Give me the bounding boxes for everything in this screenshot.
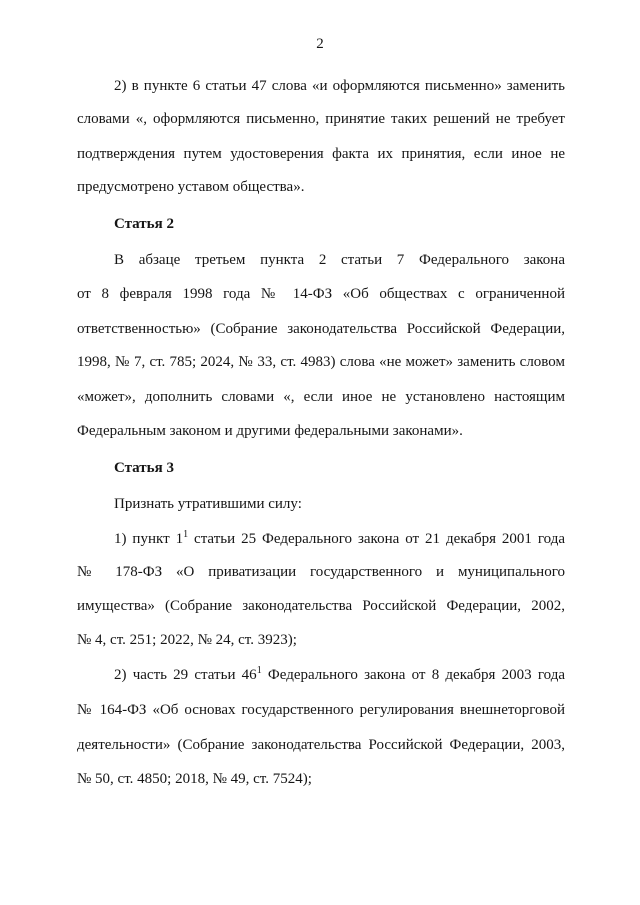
page-number: 2 <box>316 36 324 52</box>
text-line: имущества» (Собрание законодательства Российской Федерации, 2002, <box>77 598 565 614</box>
text-segment: Федерального закона от 8 декабря 2003 года <box>261 667 565 683</box>
text-line: подтверждения путем удостоверения факта их принятия, если иное не <box>77 146 565 162</box>
text-line: В абзаце третьем пункта 2 статьи 7 Федерального закона <box>114 252 565 268</box>
article-3-heading: Статья 3 <box>114 460 174 476</box>
article-3-intro: Признать утратившими силу: <box>114 496 302 512</box>
text-line: Федеральным законом и другими федеральными законами». <box>77 423 463 439</box>
superscript: 1 <box>256 665 262 676</box>
text-line: № 4, ст. 251; 2022, № 24, ст. 3923); <box>77 632 297 648</box>
text-segment: 2) часть 29 статьи 46 <box>114 667 257 683</box>
article-2-heading: Статья 2 <box>114 216 174 232</box>
text-line: «может», дополнить словами «, если иное не установлено настоящим <box>77 389 565 405</box>
text-line: № 164-ФЗ «Об основах государственного регулирования внешнеторговой <box>77 702 565 718</box>
text-line: от 8 февраля 1998 года № 14-ФЗ «Об обществах с ограниченной <box>77 286 565 302</box>
text-line: 2) в пункте 6 статьи 47 слова «и оформляются письменно» заменить <box>114 78 565 94</box>
text-line <box>114 529 565 549</box>
text-segment: 1) пункт 1 <box>114 531 184 547</box>
text-line: ответственностью» (Собрание законодательства Российской Федерации, <box>77 321 565 337</box>
text-line: 1998, № 7, ст. 785; 2024, № 33, ст. 4983) слова «не может» заменить словом <box>77 354 565 370</box>
text-line: деятельности» (Собрание законодательства Российской Федерации, 2003, <box>77 737 565 753</box>
text-segment: статьи 25 Федерального закона от 21 декабря 2001 года <box>188 531 566 547</box>
text-line <box>114 665 565 685</box>
text-line: № 178-ФЗ «О приватизации государственного и муниципального <box>77 564 565 580</box>
text-line: предусмотрено уставом общества». <box>77 179 305 195</box>
text-line: № 50, ст. 4850; 2018, № 49, ст. 7524); <box>77 771 312 787</box>
text-line: словами «, оформляются письменно, принятие таких решений не требует <box>77 111 565 127</box>
superscript: 1 <box>183 529 189 540</box>
